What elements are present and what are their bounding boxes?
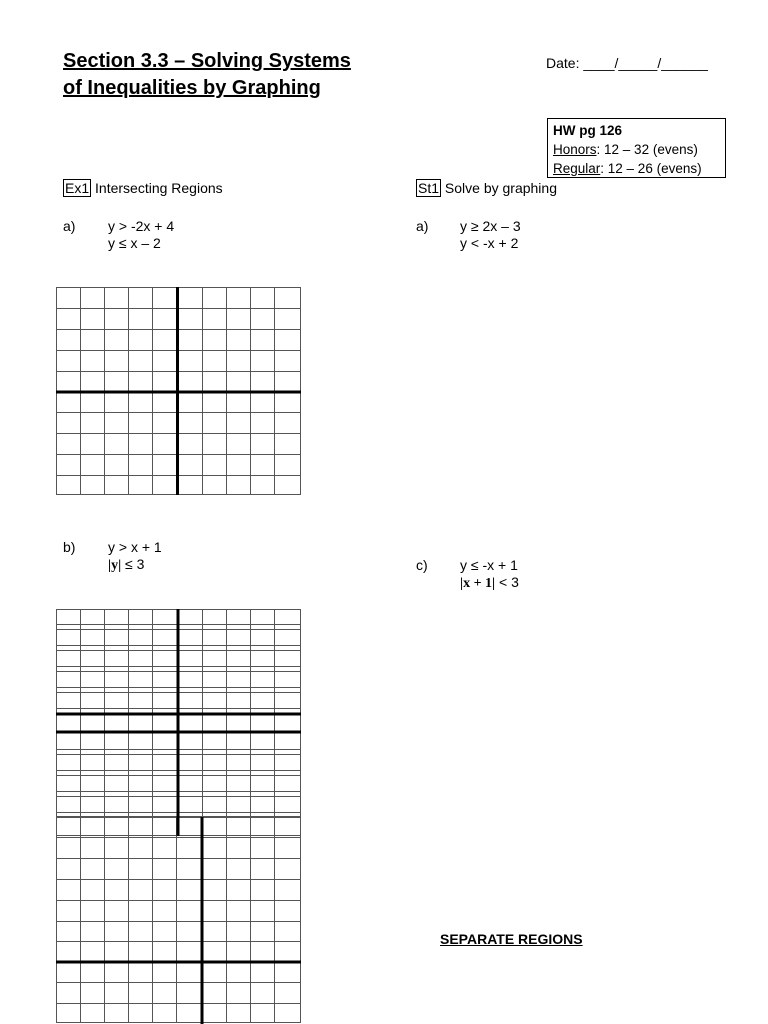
student-c-equations <box>460 557 519 592</box>
example-heading-text: Intersecting Regions <box>95 180 223 196</box>
example-b-equations <box>108 539 162 574</box>
student-a-equations <box>460 218 521 252</box>
student-heading <box>416 180 557 196</box>
honors-value: : 12 – 32 (evens) <box>596 142 698 157</box>
example-b-letter: b) <box>63 539 76 555</box>
student-tag: St1 <box>418 180 440 196</box>
student-a-line1: y ≥ 2x – 3 <box>460 218 521 234</box>
separate-regions-heading: SEPARATE REGIONS <box>440 931 583 947</box>
example-a-line1: y > -2x + 4 <box>108 218 175 234</box>
example-b-abs-expression: |y| <box>108 558 122 573</box>
student-c-line2-rest: < 3 <box>495 574 519 590</box>
date-line: Date: ____/_____/______ <box>546 55 708 71</box>
example-b-line2-rest: ≤ 3 <box>121 556 145 572</box>
student-a-letter: a) <box>416 218 429 234</box>
regular-line <box>553 159 725 178</box>
graph-grid-b[interactable] <box>56 609 302 1024</box>
student-c-line2 <box>460 574 519 592</box>
student-c-abs-expression: |x + 1| <box>460 576 496 591</box>
student-heading-text: Solve by graphing <box>444 180 557 196</box>
regular-value: : 12 – 26 (evens) <box>600 161 702 176</box>
example-a-letter: a) <box>63 218 76 234</box>
student-c-letter: c) <box>416 557 428 573</box>
example-tag: Ex1 <box>65 180 90 196</box>
honors-label: Honors <box>553 142 597 157</box>
student-a-line2: y < -x + 2 <box>460 235 519 251</box>
honors-line <box>553 140 725 159</box>
title-line-1: Section 3.3 – Solving Systems <box>63 50 351 72</box>
example-b-line1: y > x + 1 <box>108 539 162 555</box>
homework-box <box>547 118 726 178</box>
student-c-line1: y ≤ -x + 1 <box>460 557 518 573</box>
page-title <box>63 48 351 102</box>
regular-label: Regular <box>553 161 601 176</box>
example-heading <box>63 180 223 196</box>
title-line-2: of Inequalities by Graphing <box>63 77 321 99</box>
example-b-line2 <box>108 556 162 574</box>
homework-title: HW pg 126 <box>553 123 623 138</box>
example-a-equations <box>108 218 174 252</box>
example-a-line2: y ≤ x – 2 <box>108 235 161 251</box>
graph-grid-a[interactable] <box>56 287 302 497</box>
